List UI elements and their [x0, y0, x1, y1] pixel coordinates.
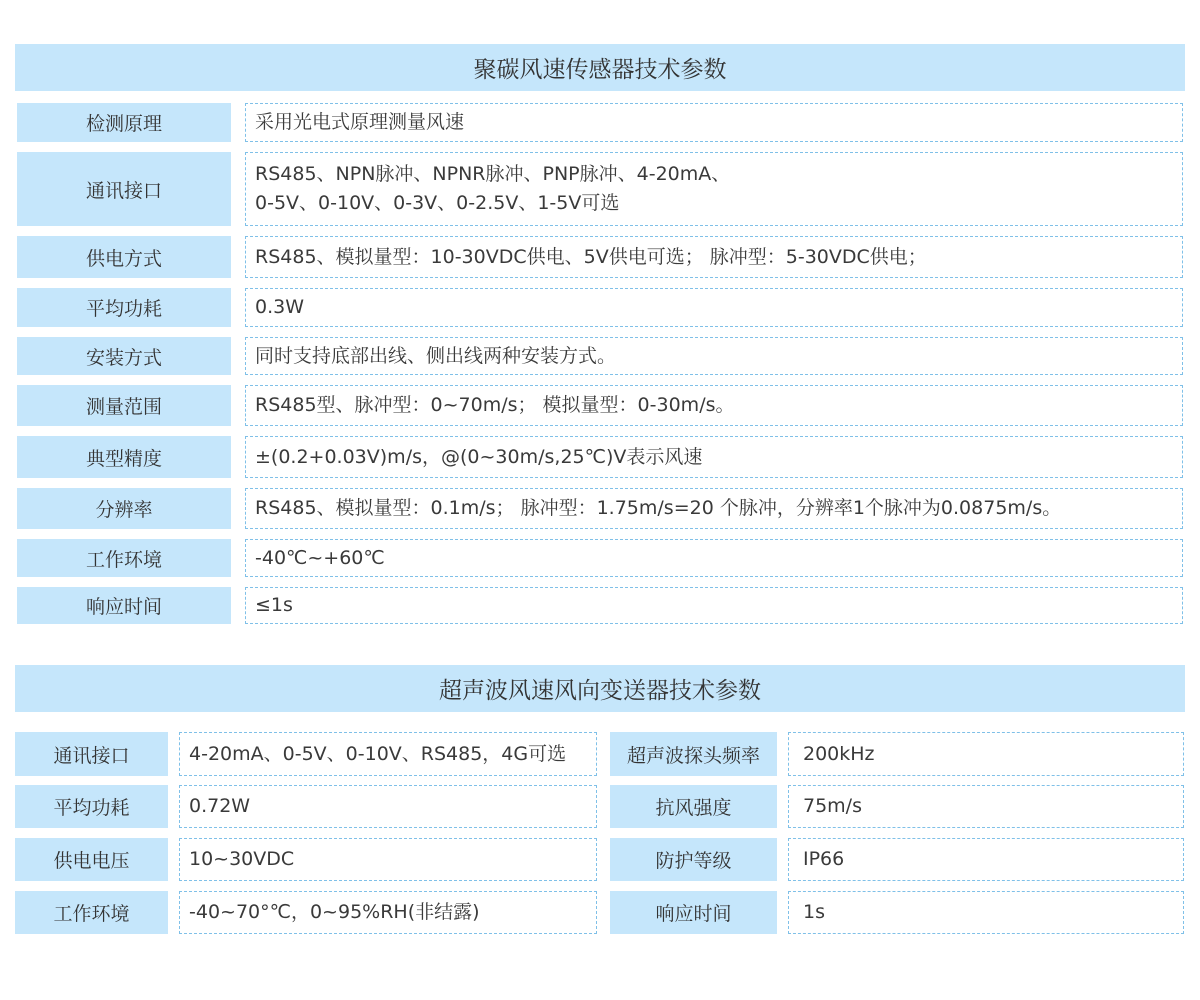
spec-label: 通讯接口 [15, 732, 168, 776]
spec-value: 1s [788, 891, 1184, 934]
spec-value: 0.72W [179, 785, 597, 828]
spec-value: IP66 [788, 838, 1184, 881]
spec-value: ±(0.2+0.03V)m/s，@(0~30m/s,25℃)V表示风速 [245, 436, 1183, 478]
spec-value: 10~30VDC [179, 838, 597, 881]
spec-value: RS485型、脉冲型：0~70m/s； 模拟量型：0-30m/s。 [245, 385, 1183, 426]
spec-value: 采用光电式原理测量风速 [245, 103, 1183, 142]
spec-value: 同时支持底部出线、侧出线两种安装方式。 [245, 337, 1183, 375]
spec-label: 工作环境 [15, 891, 168, 934]
spec-value: RS485、模拟量型：0.1m/s； 脉冲型：1.75m/s=20 个脉冲，分辨率1个脉冲为0.0875m/s。 [245, 488, 1183, 529]
spec-label: 供电电压 [15, 838, 168, 881]
spec-label: 抗风强度 [610, 785, 777, 828]
spec-value: ≤1s [245, 587, 1183, 624]
spec-value: RS485、NPN脉冲、NPNR脉冲、PNP脉冲、4-20mA、 0-5V、0-10V、0-3V、0-2.5V、1-5V可选 [245, 152, 1183, 226]
spec-label: 安装方式 [17, 337, 231, 375]
spec-label: 防护等级 [610, 838, 777, 881]
spec-label: 通讯接口 [17, 152, 231, 226]
spec-value: 0.3W [245, 288, 1183, 327]
spec-label: 测量范围 [17, 385, 231, 426]
spec-label: 工作环境 [17, 539, 231, 577]
spec-value: 4-20mA、0-5V、0-10V、RS485，4G可选 [179, 732, 597, 776]
spec-label: 响应时间 [610, 891, 777, 934]
spec-value: -40℃~+60℃ [245, 539, 1183, 577]
spec-value: -40~70°℃，0~95%RH(非结露) [179, 891, 597, 934]
spec-label: 平均功耗 [15, 785, 168, 828]
spec-label: 超声波探头频率 [610, 732, 777, 776]
spec-label: 平均功耗 [17, 288, 231, 327]
spec-label: 典型精度 [17, 436, 231, 478]
spec-label: 分辨率 [17, 488, 231, 529]
spec-value: 200kHz [788, 732, 1184, 776]
spec-label: 供电方式 [17, 236, 231, 278]
section1-title: 聚碳风速传感器技术参数 [15, 44, 1185, 91]
spec-label: 检测原理 [17, 103, 231, 142]
spec-value: 75m/s [788, 785, 1184, 828]
spec-value: RS485、模拟量型：10-30VDC供电、5V供电可选； 脉冲型：5-30VDC供电； [245, 236, 1183, 278]
section2-title: 超声波风速风向变送器技术参数 [15, 665, 1185, 712]
spec-label: 响应时间 [17, 587, 231, 624]
